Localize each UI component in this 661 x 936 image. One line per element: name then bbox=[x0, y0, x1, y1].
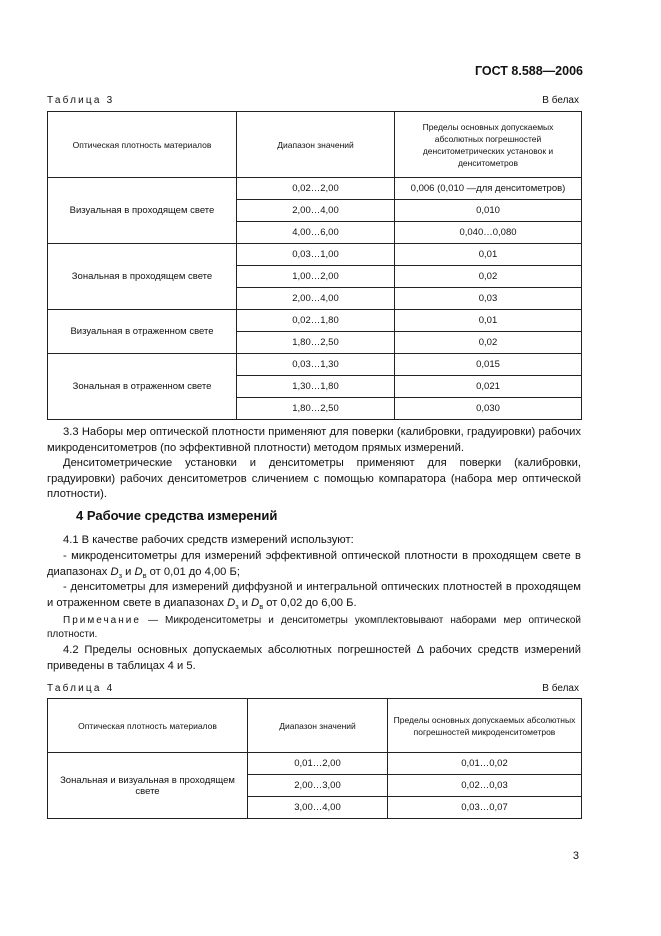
paragraph-3-3: 3.3 Наборы мер оптической плотности применяют для поверки (калибровки, градуировки) рабочих микроденситометров (по эффективной плотности) методом прямых измерений. bbox=[47, 426, 581, 454]
col-header-range: Диапазон значений bbox=[248, 699, 388, 753]
table4-caption: Таблица 4 bbox=[47, 683, 115, 694]
col-header-error: Пределы основных допускаемых абсолютных погрешностей микроденситометров bbox=[388, 699, 582, 753]
document-header: ГОСТ 8.588—2006 bbox=[474, 64, 583, 78]
error-cell: 0,01 bbox=[395, 244, 582, 266]
error-cell: 0,01…0,02 bbox=[388, 753, 582, 775]
range-cell: 2,00…4,00 bbox=[237, 288, 395, 310]
range-cell: 0,02…2,00 bbox=[237, 178, 395, 200]
table3-unit: В белах bbox=[542, 95, 579, 106]
note-label: Примечание bbox=[63, 615, 141, 626]
material-cell: Зональная в отраженном свете bbox=[48, 354, 237, 420]
table-4-header bbox=[48, 699, 582, 753]
col-header-material: Оптическая плотность материалов bbox=[48, 699, 248, 753]
table-3-body bbox=[48, 178, 582, 420]
range-cell: 4,00…6,00 bbox=[237, 222, 395, 244]
table-row bbox=[48, 354, 582, 376]
range-cell: 2,00…4,00 bbox=[237, 200, 395, 222]
table-row bbox=[48, 753, 582, 775]
table-3-header bbox=[48, 112, 582, 178]
error-cell: 0,040…0,080 bbox=[395, 222, 582, 244]
table-row bbox=[48, 244, 582, 266]
range-cell: 1,80…2,50 bbox=[237, 332, 395, 354]
section-4-title: 4 Рабочие средства измерений bbox=[76, 508, 278, 523]
range-cell: 0,02…1,80 bbox=[237, 310, 395, 332]
range-cell: 1,80…2,50 bbox=[237, 398, 395, 420]
error-cell: 0,02…0,03 bbox=[388, 775, 582, 797]
table-3 bbox=[47, 111, 582, 420]
material-cell: Зональная и визуальная в проходящем свете bbox=[48, 753, 248, 819]
error-cell: 0,02 bbox=[395, 332, 582, 354]
material-cell: Визуальная в проходящем свете bbox=[48, 178, 237, 244]
paragraph-4-2: 4.2 Пределы основных допускаемых абсолютных погрешностей Δ рабочих средств измерений приведены в таблицах 4 и 5. bbox=[47, 644, 581, 672]
range-cell: 1,30…1,80 bbox=[237, 376, 395, 398]
paragraph-4-1: 4.1 В качестве рабочих средств измерений используют: bbox=[63, 534, 354, 546]
range-cell: 2,00…3,00 bbox=[248, 775, 388, 797]
material-cell: Зональная в проходящем свете bbox=[48, 244, 237, 310]
range-cell: 0,03…1,30 bbox=[237, 354, 395, 376]
table-row bbox=[48, 310, 582, 332]
error-cell: 0,03…0,07 bbox=[388, 797, 582, 819]
material-cell: Визуальная в отраженном свете bbox=[48, 310, 237, 354]
table3-caption: Таблица 3 bbox=[47, 95, 115, 106]
paragraph-4-1-item-1: - микроденситометры для измерений эффективной оптической плотности в проходящем свете в диапазонах $D_з$ и $D_в$ от 0,01 до 4,00 Б; bbox=[47, 550, 581, 580]
range-cell: 0,01…2,00 bbox=[248, 753, 388, 775]
paragraph-3-3-cont: Денситометрические установки и денситометры применяют для поверки (калибровки, градуировки) рабочих денситометров сличением с помощью компаратора (набора мер оптической плотности). bbox=[47, 457, 581, 500]
paragraph-4-1-item-2: - денситометры для измерений диффузной и интегральной оптических плотностей в проходящем и отраженном свете в диапазонах $D_з$ и $D_в$ от 0,02 до 6,00 Б. bbox=[47, 581, 581, 611]
page-number: 3 bbox=[572, 850, 579, 862]
error-cell: 0,015 bbox=[395, 354, 582, 376]
table-row bbox=[48, 178, 582, 200]
note-text: — Микроденситометры и денситометры укомплектовывают наборами мер оптической плотности. bbox=[47, 615, 581, 640]
error-cell: 0,010 bbox=[395, 200, 582, 222]
table-4 bbox=[47, 698, 582, 819]
table4-unit: В белах bbox=[542, 683, 579, 694]
error-cell: 0,021 bbox=[395, 376, 582, 398]
error-cell: 0,030 bbox=[395, 398, 582, 420]
range-cell: 1,00…2,00 bbox=[237, 266, 395, 288]
col-header-material: Оптическая плотность материалов bbox=[48, 112, 237, 178]
range-cell: 0,03…1,00 bbox=[237, 244, 395, 266]
range-cell: 3,00…4,00 bbox=[248, 797, 388, 819]
error-cell: 0,006 (0,010 —для денситометров) bbox=[395, 178, 582, 200]
col-header-error: Пределы основных допускаемых абсолютных погрешностей денситометрических установок и денситометров bbox=[395, 112, 582, 178]
table-4-body bbox=[48, 753, 582, 819]
error-cell: 0,02 bbox=[395, 266, 582, 288]
error-cell: 0,01 bbox=[395, 310, 582, 332]
col-header-range: Диапазон значений bbox=[237, 112, 395, 178]
error-cell: 0,03 bbox=[395, 288, 582, 310]
note bbox=[47, 614, 581, 642]
